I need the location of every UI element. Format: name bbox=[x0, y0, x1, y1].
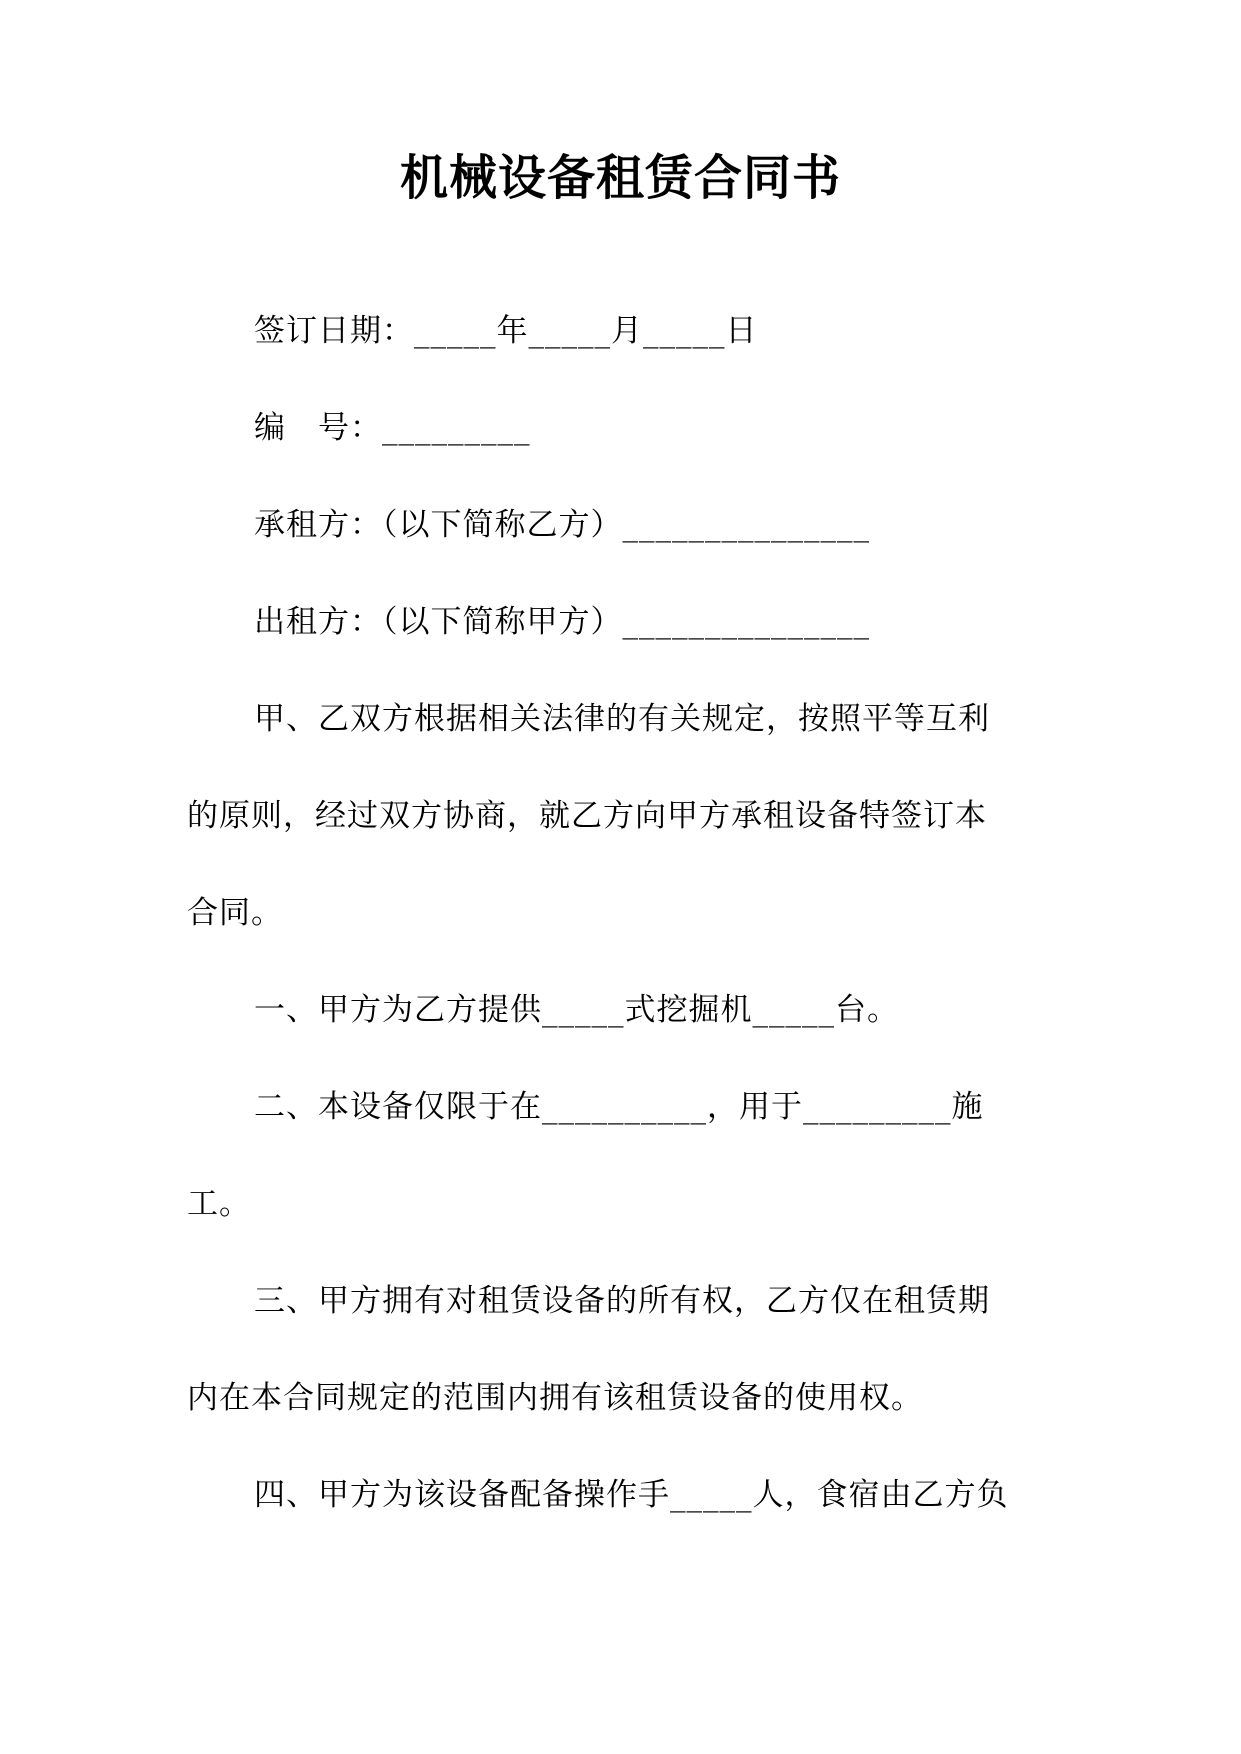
clause-3-line-1: 三、甲方拥有对租赁设备的所有权，乙方仅在租赁期 bbox=[254, 1283, 990, 1319]
signing-date-line: 签订日期：_____年_____月_____日 bbox=[254, 313, 758, 349]
preamble-line-2: 的原则，经过双方协商，就乙方向甲方承租设备特签订本 bbox=[187, 798, 987, 834]
clause-4-line-1: 四、甲方为该设备配备操作手_____人，食宿由乙方负 bbox=[254, 1477, 1009, 1513]
lessor-line: 出租方：（以下简称甲方）_______________ bbox=[254, 604, 870, 640]
clause-2-line-1: 二、本设备仅限于在__________，用于_________施 bbox=[254, 1089, 984, 1125]
preamble-line-1: 甲、乙双方根据相关法律的有关规定，按照平等互利 bbox=[254, 701, 990, 737]
contract-number-line: 编 号：_________ bbox=[254, 410, 531, 446]
lessee-line: 承租方：（以下简称乙方）_______________ bbox=[254, 507, 870, 543]
clause-1-line-1: 一、甲方为乙方提供_____式挖掘机_____台。 bbox=[254, 992, 899, 1028]
document-title: 机械设备租赁合同书 bbox=[399, 150, 841, 206]
preamble-line-3: 合同。 bbox=[187, 895, 283, 931]
clause-2-line-2: 工。 bbox=[187, 1186, 251, 1222]
clause-3-line-2: 内在本合同规定的范围内拥有该租赁设备的使用权。 bbox=[187, 1380, 923, 1416]
